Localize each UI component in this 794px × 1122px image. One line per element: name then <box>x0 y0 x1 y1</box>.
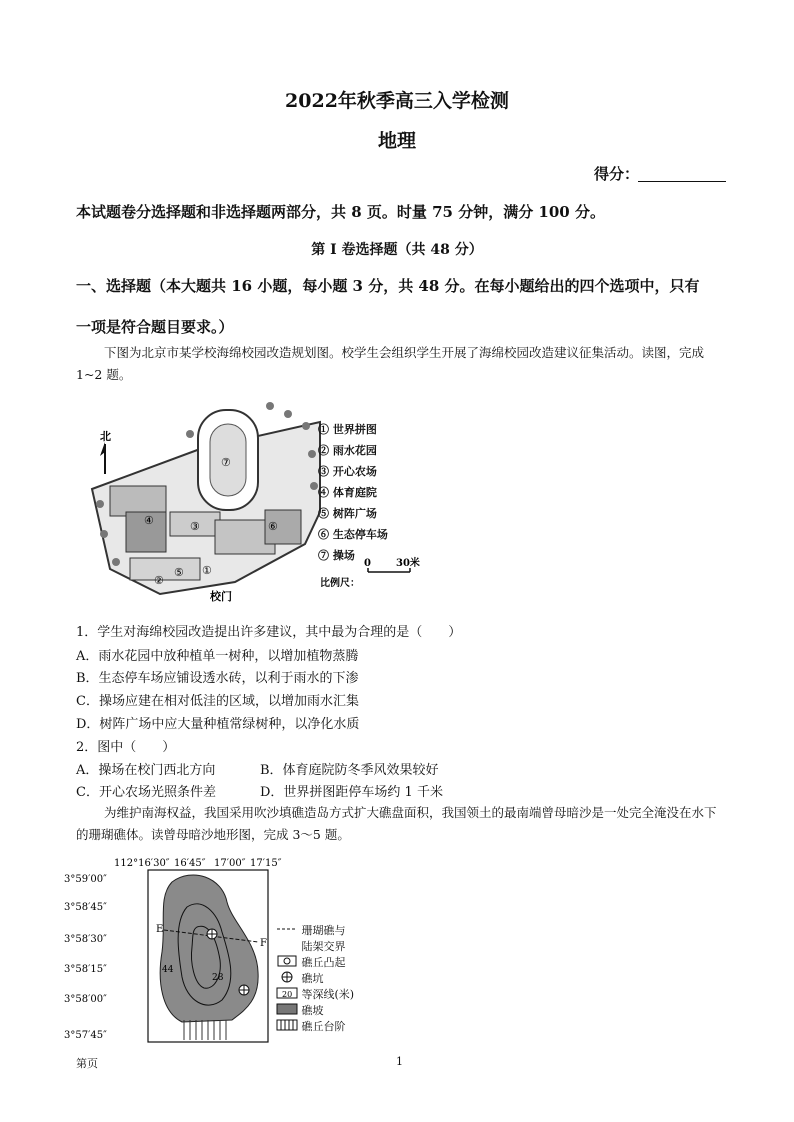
north-label: 北 <box>100 430 111 443</box>
reef-pit-legend-icon <box>276 971 298 983</box>
q1-option-c[interactable]: C．操场应建在相对低洼的区域，以增加雨水汇集 <box>76 694 359 709</box>
passage-1: 下图为北京市某学校海绵校园改造规划图。校学生会组织学生开展了海绵校园改造建议征集活动。读图，完成 1~2 题。 <box>76 345 705 382</box>
reef-map-legend <box>276 923 354 1035</box>
legend-item-rain-garden: ② 雨水花园 <box>318 444 377 457</box>
isobath-icon <box>276 987 298 999</box>
section-heading-line2: 一项是符合题目要求。） <box>76 318 234 336</box>
legend-reef-boundary-1: 珊瑚礁与 <box>301 924 346 937</box>
q2-option-b[interactable]: B．体育庭院防冬季风效果较好 <box>260 763 439 778</box>
scale-value: 30米 <box>396 558 420 569</box>
lat-label-3: 3°58′30″ <box>64 934 107 945</box>
q1-option-b[interactable]: B．生态停车场应铺设透水砖，以利于雨水的下渗 <box>76 671 359 686</box>
reef-pit-icon <box>239 985 249 995</box>
q2-option-d[interactable]: D．世界拼图距停车场约 1 千米 <box>260 785 443 800</box>
legend-reef-pit: 礁坑 <box>301 972 324 985</box>
lat-label-1: 3°59′00″ <box>64 874 107 885</box>
lat-label-5: 3°58′00″ <box>64 994 107 1005</box>
section-heading-line1: 一、选择题（本大题共 16 小题，每小题 3 分，共 48 分。在每小题给出的四个选项中，只有 <box>76 277 700 295</box>
q1-option-d[interactable]: D．树阵广场中应大量种植常绿树种，以净化水质 <box>76 717 360 732</box>
north-arrow-icon <box>100 442 105 474</box>
scale-label: 比例尺： <box>320 578 360 589</box>
legend-item-sports-courtyard: ④ 体育庭院 <box>318 486 377 499</box>
reef-pit-icon <box>207 929 217 939</box>
legend-item-eco-parking: ⑥ 生态停车场 <box>318 528 388 541</box>
legend-reef-boundary-2: 陆架交界 <box>301 940 346 953</box>
legend-item-tree-plaza: ⑤ 树阵广场 <box>318 507 377 520</box>
map-marker-5: ⑤ <box>174 566 184 579</box>
legend-item-happy-farm: ③ 开心农场 <box>318 465 377 478</box>
page-footer-label: 第页 <box>76 1057 98 1070</box>
subject-title: 地理 <box>377 130 416 152</box>
part-title: 第 I 卷选择题（共 48 分） <box>311 242 483 258</box>
lat-label-2: 3°58′45″ <box>64 902 107 913</box>
depth-label-28: 28 <box>212 973 224 983</box>
depth-label-44: 44 <box>162 965 174 975</box>
campus-legend <box>318 419 388 566</box>
score-label: 得分： <box>594 165 640 183</box>
q2-option-c[interactable]: C．开心农场光照条件差 <box>76 785 216 800</box>
legend-reef-terrace: 礁丘台阶 <box>301 1020 346 1033</box>
legend-item-playground: ⑦ 操场 <box>318 549 355 562</box>
reef-boundary-icon <box>276 923 298 935</box>
score-blank[interactable] <box>638 181 726 182</box>
instructions: 本试题卷分选择题和非选择题两部分，共 8 页。时量 75 分钟，满分 100 分。 <box>76 203 605 221</box>
point-e-label: E <box>156 924 164 935</box>
legend-reef-slope: 礁坡 <box>301 1004 324 1017</box>
reef-slope-icon <box>276 1003 298 1015</box>
reef-terrace-icon <box>276 1019 298 1031</box>
map-marker-2: ② <box>154 574 164 587</box>
q2-stem: 2．图中（ ） <box>76 740 176 755</box>
legend-item-world-puzzle: ① 世界拼图 <box>318 423 377 436</box>
legend-isobath: 等深线(米) <box>301 988 355 1001</box>
lon-label-1: 112°16′30″ <box>114 858 170 869</box>
lat-label-6: 3°57′45″ <box>64 1030 107 1041</box>
scale-zero: 0 <box>364 558 371 569</box>
lat-label-4: 3°58′15″ <box>64 964 107 975</box>
map-marker-3: ③ <box>190 520 200 533</box>
map-marker-6: ⑥ <box>268 520 278 533</box>
reef-hill-bump-icon <box>276 955 298 967</box>
map-marker-4: ④ <box>144 514 154 527</box>
legend-reef-hill-bump: 礁丘凸起 <box>301 956 346 969</box>
lon-label-3: 17′00″ <box>214 858 246 869</box>
map-marker-1: ① <box>202 564 212 577</box>
svg-text:20: 20 <box>282 990 293 999</box>
passage-2: 为维护南海权益，我国采用吹沙填礁造岛方式扩大礁盘面积，我国领土的最南端曾母暗沙是一处完全淹没在水下的珊瑚礁体。读曾母暗沙地形图，完成 3～5 题。 <box>76 805 717 842</box>
gate-label: 校门 <box>210 590 232 603</box>
page-number: 1 <box>396 1055 403 1068</box>
q1-stem: 1．学生对海绵校园改造提出许多建议，其中最为合理的是（ ） <box>76 625 462 640</box>
lon-label-2: 16′45″ <box>174 858 206 869</box>
map-marker-7: ⑦ <box>221 456 231 469</box>
campus-plan-figure <box>70 394 470 610</box>
exam-title: 2022年秋季高三入学检测 <box>285 90 509 112</box>
q2-option-a[interactable]: A．操场在校门西北方向 <box>76 763 216 778</box>
point-f-label: F <box>260 938 267 949</box>
q1-option-a[interactable]: A．雨水花园中放种植单一树种，以增加植物蒸腾 <box>76 649 359 664</box>
lon-label-4: 17′15″ <box>250 858 282 869</box>
